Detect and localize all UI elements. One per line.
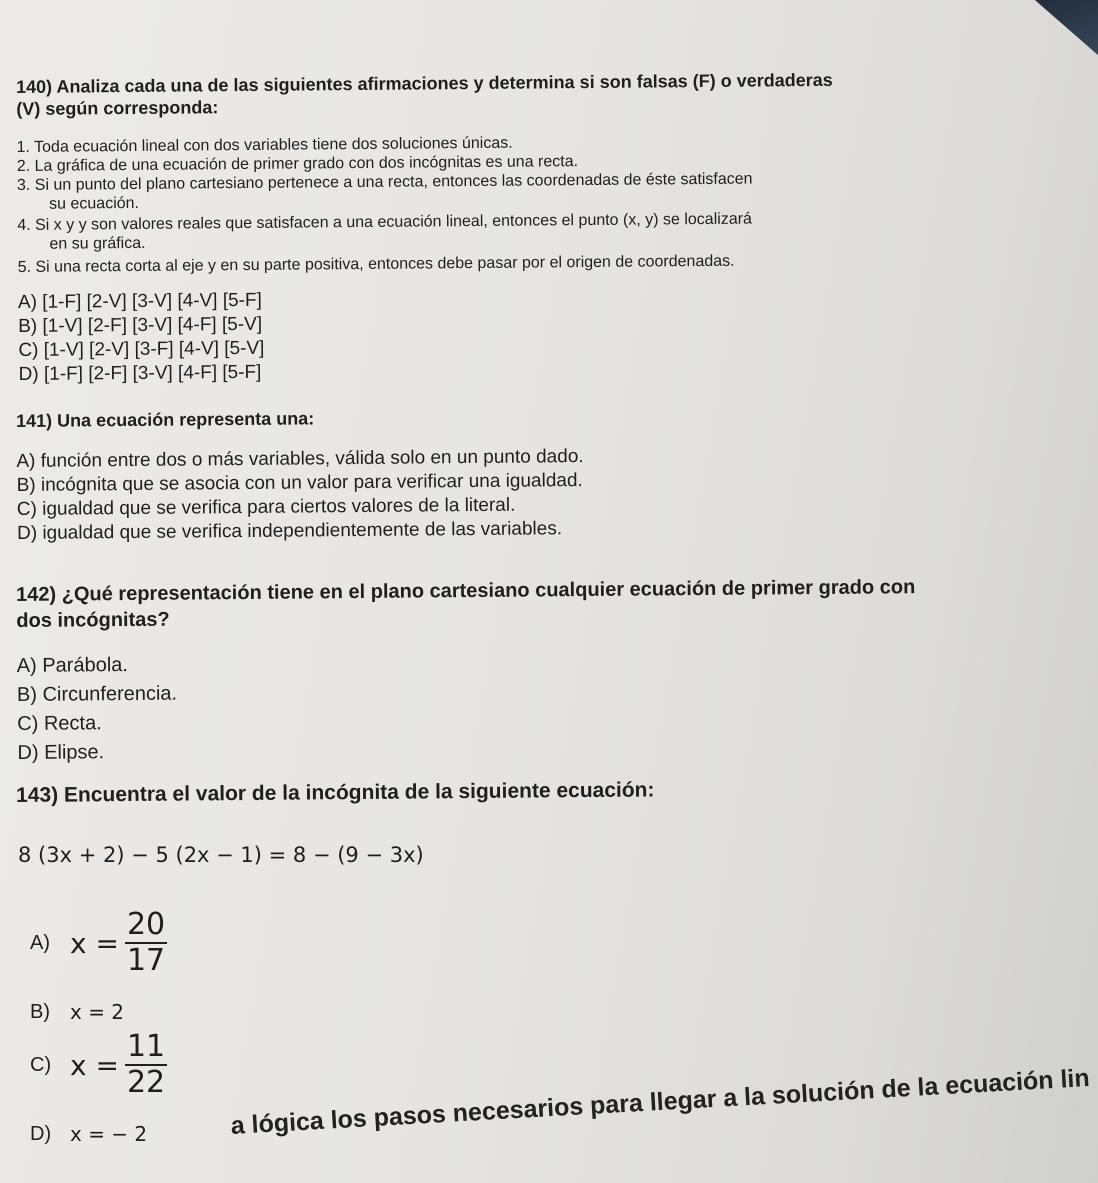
q143-option-a-denominator: 17 [126,943,166,978]
q141-option-a: A) función entre dos o más variables, válida solo en un punto dado. [16,446,584,472]
q140-statement-3-cont: su ecuación. [49,194,140,213]
q141-title: 141) Una ecuación representa una: [16,408,315,431]
q143-option-c-denominator: 22 [126,1065,166,1100]
q142-title-line2: dos incógnitas? [16,608,170,632]
q140-statement-4-cont: en su gráfica. [49,234,146,253]
q143-option-d-text: x = − 2 [70,1122,148,1146]
question-142 [16,573,1078,768]
q143-option-a-lhs: x = [70,926,119,960]
q143-option-c-label: C) [30,1053,52,1076]
q143-option-c-lhs: x = [70,1048,119,1082]
q143-option-a-label: A) [30,931,50,954]
q143-option-a-fraction [125,908,167,978]
q140-option-d: D) [1-F] [2-F] [3-V] [4-F] [5-F] [18,361,262,385]
next-question-partial-text: a lógica los pasos necesarios para llegar a la solución de la ecuación lin [230,1063,1091,1140]
q142-option-a: A) Parábola. [16,654,128,677]
q143-equation: 8 (3x + 2) − 5 (2x − 1) = 8 − (9 − 3x) [18,843,424,867]
q143-option-d [30,1122,147,1146]
q140-title-line1: 140) Analiza cada una de las siguientes afirmaciones y determina si son falsas (F) o verdaderas [16,69,833,97]
q142-option-b: B) Circunferencia. [16,682,178,706]
q142-option-d: D) Elipse. [17,741,105,764]
q140-option-c: C) [1-V] [2-V] [3-F] [4-V] [5-V] [18,337,265,361]
q140-option-b: B) [1-V] [2-F] [3-V] [4-F] [5-V] [18,313,263,337]
q143-option-b [30,1000,124,1024]
q143-option-c-numerator: 11 [126,1029,166,1064]
q141-option-d: D) igualdad que se verifica independientemente de las variables. [16,518,563,544]
q143-option-c-fraction [125,1030,167,1100]
q141-option-c: C) igualdad que se verifica para ciertos valores de la literal. [16,494,516,520]
q140-statement-4: 4. Si x y y son valores reales que satisfacen a una ecuación lineal, entonces el punto (x, y) se localizará [17,210,752,234]
q140-statement-2: 2. La gráfica de una ecuación de primer grado con dos incógnitas es una recta. [16,153,579,175]
q143-option-c [30,1030,167,1100]
q143-option-b-text: x = 2 [70,1000,125,1024]
question-141 [16,401,1077,546]
question-140 [16,67,1079,387]
q140-statement-3: 3. Si un punto del plano cartesiano pertenece a una recta, entonces las coordenadas de éste satisfacen [16,170,753,194]
q143-title: 143) Encuentra el valor de la incógnita de la siguiente ecuación: [16,778,655,807]
question-143 [16,773,1076,810]
q143-option-a [30,908,167,978]
q141-option-b: B) incógnita que se asocia con un valor para verificar una igualdad. [16,470,583,496]
q142-title-line1: 142) ¿Qué representación tiene en el plano cartesiano cualquier ecuación de primer grado con [16,576,916,606]
q143-option-b-label: B) [30,1000,50,1023]
q140-option-a: A) [1-F] [2-V] [3-V] [4-V] [5-F] [17,289,262,313]
q140-statement-5: 5. Si una recta corta al eje y en su parte positiva, entonces debe pasar por el origen de coordenadas. [17,252,735,276]
q143-option-d-label: D) [30,1122,52,1145]
q140-statement-1: 1. Toda ecuación lineal con dos variables tiene dos soluciones únicas. [16,134,513,156]
q140-title-line2: (V) según corresponda: [16,97,219,119]
q143-option-a-numerator: 20 [126,907,166,942]
q142-option-c: C) Recta. [17,712,102,735]
